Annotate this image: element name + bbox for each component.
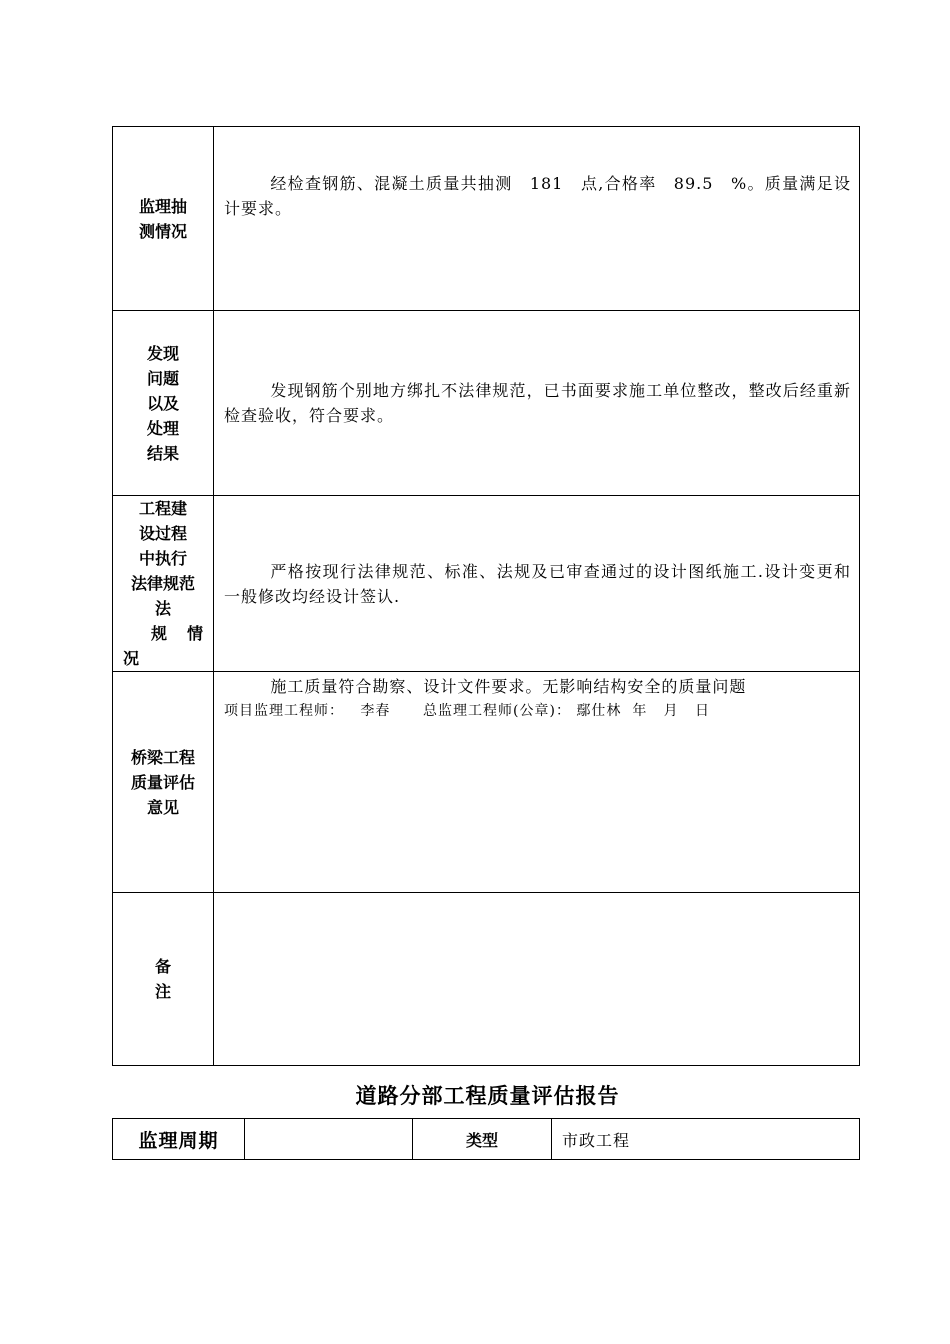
label-line: 结果 xyxy=(146,443,179,463)
row-label xyxy=(113,496,214,672)
table-row-evaluation xyxy=(113,672,860,893)
inspection-text: 经检查钢筋、混凝土质量共抽测 181 点,合格率 89.5 %。质量满足设计要求。 xyxy=(224,173,851,218)
table-row-inspection xyxy=(113,127,860,311)
label-line: 处理 xyxy=(146,418,179,438)
label-line: 况 xyxy=(123,649,140,668)
label-word: 规 xyxy=(151,624,168,643)
report-title: 道路分部工程质量评估报告 xyxy=(355,1084,620,1108)
label-line: 意见 xyxy=(146,797,179,817)
label-line: 法 xyxy=(154,599,171,618)
table-row-remarks xyxy=(113,893,860,1066)
row-label xyxy=(113,127,214,311)
type-label: 类型 xyxy=(413,1119,552,1160)
label-line: 中执行 xyxy=(138,549,187,568)
compliance-text: 严格按现行法律规范、标准、法规及已审查通过的设计图纸施工.设计变更和一般修改均经设计签认. xyxy=(224,561,851,606)
table-row-issues xyxy=(113,311,860,496)
label-line: 注 xyxy=(154,982,171,1001)
label-line: 以及 xyxy=(146,393,179,413)
table-row-compliance xyxy=(113,496,860,672)
label-line: 备 xyxy=(154,957,171,976)
label-line: 质量评估 xyxy=(130,772,195,792)
row-content xyxy=(214,127,860,311)
period-value xyxy=(245,1119,413,1160)
label-line: 问题 xyxy=(146,368,179,388)
label-line: 设过程 xyxy=(138,524,187,543)
evaluation-text: 施工质量符合勘察、设计文件要求。无影响结构安全的质量问题 xyxy=(270,677,747,696)
row-label xyxy=(113,893,214,1066)
label-line-split xyxy=(113,621,213,646)
signature-line: 项目监理工程师： 李春 总监理工程师(公章)： 鄢仕林 年 月 日 xyxy=(224,703,711,719)
label-line: 桥梁工程 xyxy=(130,747,195,767)
assessment-table xyxy=(112,126,860,1066)
row-label xyxy=(113,311,214,496)
label-word: 情 xyxy=(186,624,203,643)
row-content xyxy=(214,311,860,496)
label-line: 工程建 xyxy=(138,499,187,518)
row-label xyxy=(113,672,214,893)
period-table xyxy=(112,1118,860,1160)
label-line: 发现 xyxy=(146,343,179,363)
label-line: 测情况 xyxy=(138,221,187,241)
row-content xyxy=(214,672,860,893)
remarks-content xyxy=(214,893,860,1066)
label-line: 监理抽 xyxy=(138,196,187,216)
type-value: 市政工程 xyxy=(552,1119,860,1160)
label-line: 法律规范 xyxy=(130,574,195,593)
issues-text: 发现钢筋个别地方绑扎不法律规范，已书面要求施工单位整改，整改后经重新检查验收，符合要求。 xyxy=(224,381,851,425)
table-row xyxy=(113,1119,860,1160)
row-content xyxy=(214,496,860,672)
period-label: 监理周期 xyxy=(113,1119,245,1160)
